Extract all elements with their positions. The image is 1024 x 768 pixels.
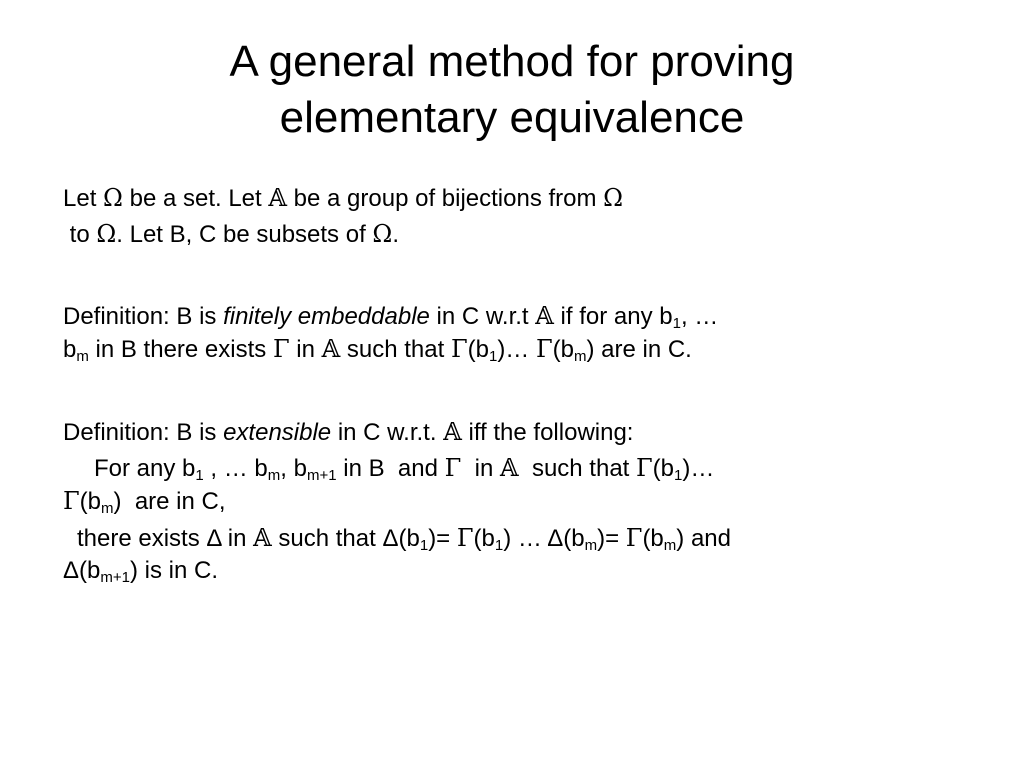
spacer: [63, 252, 963, 298]
term-finitely-embeddable: finitely embeddable: [223, 303, 430, 330]
extensible-conclusion: there exists Δ in 𝔸 such that $\Delta(b_1)= \Gamma(b_1)$ … $\Delta(b_m)= \Gamma(b_m)$ and $\Delta(b_{m+1})$ is in C.: [63, 524, 731, 586]
definition-extensible: Definition: B is extensible in C w.r.t. 𝔸 iff the following:: [63, 418, 634, 446]
slide-title: [0, 34, 1024, 146]
definition-finitely-embeddable: Definition: B is finitely embeddable in C w.r.t 𝔸 if for any $b_1$, … $b_m$ in B there exists Γ in 𝔸 such that $\Gamma(b_1)\dots$ $\Gamma(b_m)$ are in C.: [63, 302, 719, 365]
slide-title-line-1: A general method for proving: [229, 37, 795, 86]
slide-title-line-2: elementary equivalence: [279, 93, 745, 142]
extensible-condition: For any $b_1$ , … $b_m$, $b_{m+1}$ in B and Γ in 𝔸 such that $\Gamma(b_1)\dots$ $\Gamma(b_m)$ are in C,: [63, 454, 715, 517]
term-extensible: extensible: [223, 419, 332, 446]
slide-body: [63, 180, 963, 589]
intro-line-1: Let Ω be a set. Let 𝔸 be a group of bijections from Ω: [63, 184, 624, 212]
spacer: [63, 368, 963, 414]
intro-line-2: to Ω. Let B, C be subsets of Ω.: [63, 220, 399, 248]
